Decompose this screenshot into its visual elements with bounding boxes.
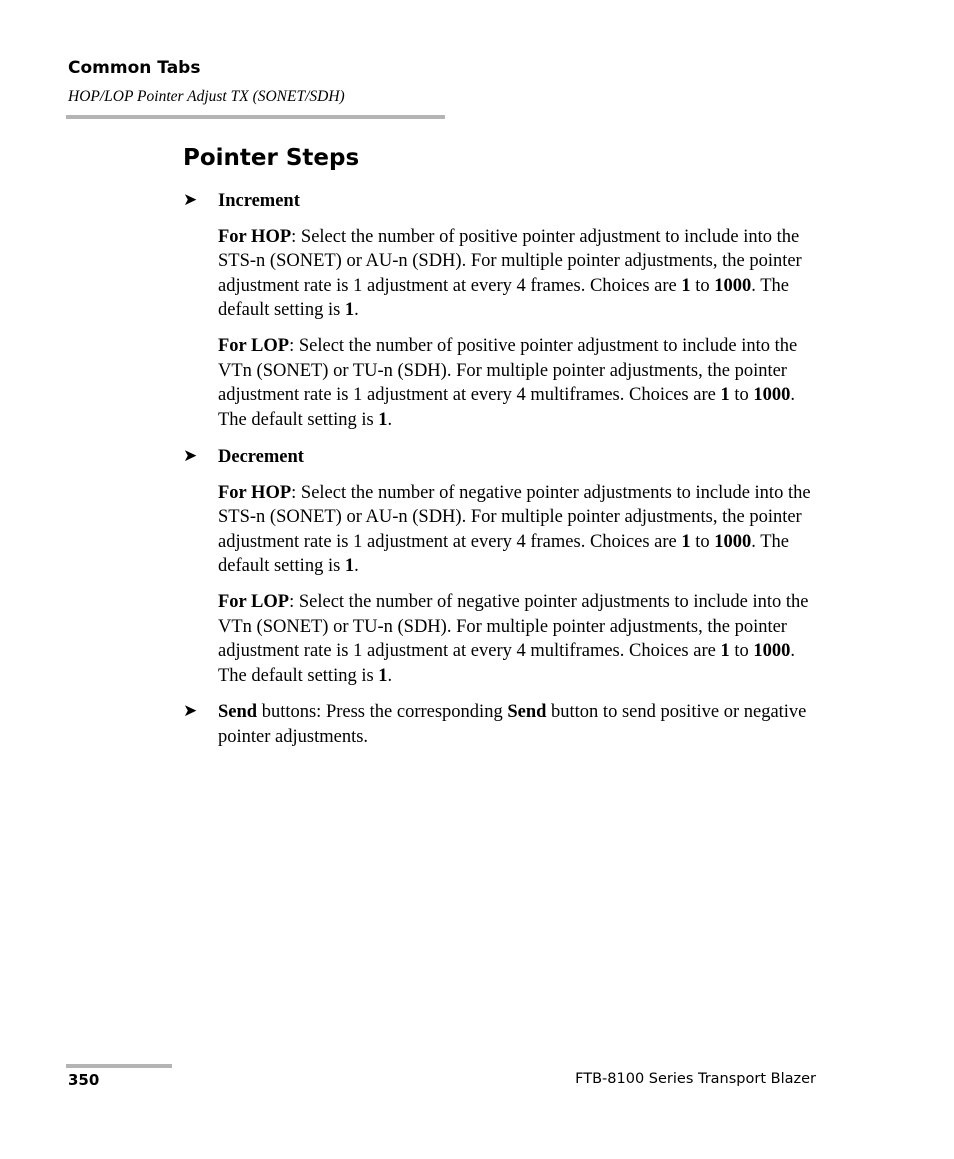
arrow-bullet-icon: ➤ (183, 701, 198, 720)
paragraph-text: : Select the number of positive pointer adjustment to include into the STS-n (SONET) or AU-n (SDH). For multiple pointer adjustments, the pointer adjustment rate is 1 adjustment at every 4 frames. Choices are (218, 226, 802, 296)
paragraph-text: to (729, 385, 754, 406)
running-header-section: Common Tabs (68, 58, 201, 78)
paragraph-text: . (387, 409, 393, 430)
hop-label: For HOP (218, 226, 292, 247)
list-item-increment (183, 189, 823, 432)
footer-rule (66, 1064, 172, 1068)
paragraph-text: button to send positive or negative pointer adjustments. (218, 702, 807, 747)
send-label: Send (507, 702, 547, 722)
increment-lop-paragraph (218, 334, 823, 432)
paragraph-text: : Select the number of negative pointer adjustments to include into the VTn (SONET) or TU-n (SDH). For multiple pointer adjustments, the pointer adjustment rate is 1 adjustment at every 4 multiframes. Choices are (218, 591, 809, 662)
send-label: Send (218, 702, 258, 722)
paragraph-text: . (354, 556, 359, 577)
running-header-subsection: HOP/LOP Pointer Adjust TX (SONET/SDH) (68, 88, 345, 105)
max-value: 1000 (714, 275, 752, 296)
decrement-lop-paragraph (218, 590, 823, 688)
paragraph-text: : Select the number of negative pointer adjustments to include into the STS-n (SONET) or AU-n (SDH). For multiple pointer adjustments, the pointer adjustment rate is 1 adjustment at every 4 frames. Choices are (218, 482, 811, 552)
arrow-bullet-icon: ➤ (183, 446, 198, 465)
default-value: 1 (378, 665, 388, 686)
min-value: 1 (720, 385, 730, 406)
paragraph-text: . The default setting is (218, 641, 795, 686)
default-value: 1 (378, 409, 388, 430)
max-value: 1000 (753, 641, 791, 662)
arrow-bullet-icon: ➤ (183, 190, 198, 209)
max-value: 1000 (714, 531, 752, 552)
paragraph-text: to (690, 531, 715, 552)
paragraph-text: to (729, 641, 754, 662)
header-rule (66, 115, 445, 119)
paragraph-text: . (387, 665, 393, 686)
hop-label: For HOP (218, 482, 292, 503)
lop-label: For LOP (218, 591, 290, 612)
decrement-heading: Decrement (218, 447, 304, 467)
increment-heading: Increment (218, 191, 300, 211)
default-value: 1 (344, 556, 355, 577)
send-paragraph (218, 700, 823, 749)
list-item-send (183, 700, 823, 749)
min-value: 1 (720, 641, 730, 662)
paragraph-text: . The default setting is (218, 385, 795, 430)
min-value: 1 (681, 531, 691, 552)
list-item-decrement (183, 445, 823, 688)
default-value: 1 (344, 300, 355, 321)
paragraph-text: . The default setting is (218, 531, 789, 577)
lop-label: For LOP (218, 335, 290, 356)
footer-doc-title: FTB-8100 Series Transport Blazer (575, 1071, 816, 1087)
paragraph-text: : Select the number of positive pointer adjustment to include into the VTn (SONET) or TU-n (SDH). For multiple pointer adjustments, the pointer adjustment rate is 1 adjustment at every 4 multiframes. Choices are (218, 335, 798, 406)
paragraph-text: . The default setting is (218, 275, 789, 321)
increment-hop-paragraph (218, 225, 823, 323)
paragraph-text: to (690, 275, 715, 296)
paragraph-text: buttons: Press the corresponding (257, 702, 508, 722)
page-number: 350 (68, 1071, 100, 1089)
page-title: Pointer Steps (183, 145, 360, 171)
decrement-hop-paragraph (218, 481, 823, 579)
paragraph-text: . (354, 300, 359, 321)
min-value: 1 (681, 275, 691, 296)
max-value: 1000 (753, 385, 791, 406)
